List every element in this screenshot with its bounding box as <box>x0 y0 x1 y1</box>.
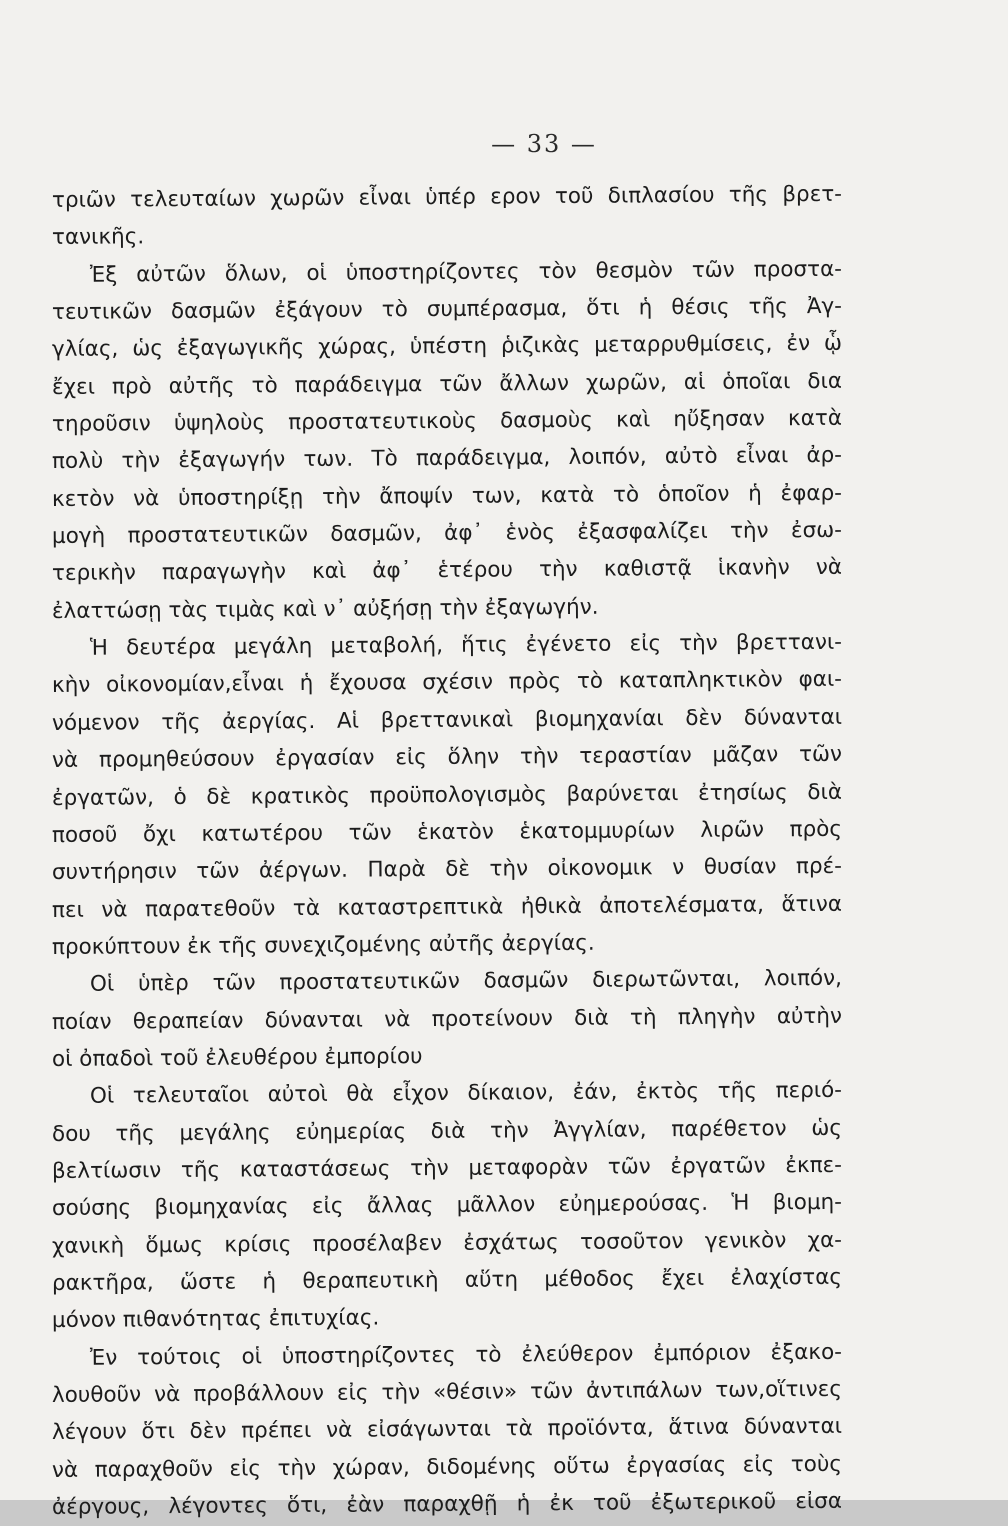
text-line: μογὴ προστατευτικῶν δασμῶν, ἀφ᾽ ἑνὸς ἐξασφαλίζει τὴν ἐσω- <box>51 517 843 550</box>
text-line: κὴν οἰκονομίαν,εἶναι ἡ ἔχουσα σχέσιν πρὸς τὸ καταπληκτικὸν φαι- <box>51 667 843 699</box>
page-number: — 33 — <box>491 130 597 158</box>
text-line: πει νὰ παρατεθοῦν τὰ καταστρεπτικὰ ἠθικὰ ἀποτελέσματα, ἅτινα <box>51 891 843 923</box>
text-line: ἐλαττώσῃ τὰς τιμὰς καὶ ν᾽ αὐξήσῃ τὴν ἐξαγωγήν. <box>51 594 599 624</box>
text-line: λέγουν ὅτι δὲν πρέπει νὰ εἰσάγωνται τὰ προϊόντα, ἅτινα δύνανται <box>51 1414 843 1446</box>
text-line: ἐργατῶν, ὁ δὲ κρατικὸς προϋπολογισμὸς βαρύνεται ἐτησίως διὰ <box>51 779 843 811</box>
text-line: λουθοῦν νὰ προβάλλουν εἰς τὴν «θέσιν» τῶν ἀντιπάλων των,οἵτινες <box>51 1376 843 1408</box>
text-line: ρακτῆρα, ὥστε ἡ θεραπευτικὴ αὕτη μέθοδος ἔχει ἐλαχίστας <box>51 1264 843 1296</box>
text-line: τερικὴν παραγωγὴν καὶ ἀφ᾽ ἑτέρου τὴν καθιστᾷ ἱκανὴν νὰ <box>51 555 843 587</box>
text-line: ἀέργους, λέγοντες ὅτι, ἐὰν παραχθῇ ἡ ἐκ τοῦ ἐξωτερικοῦ εἰσα <box>51 1488 843 1521</box>
text-line: πολὺ τὴν ἐξαγωγήν των. Τὸ παράδειγμα, λοιπόν, αὐτὸ εἶναι ἀρ- <box>51 443 843 475</box>
text-line: δου τῆς μεγάλης εὐημερίας διὰ τὴν Ἀγγλίαν, παρέθετον ὡς <box>51 1115 843 1147</box>
text-line: Ἐν τούτοις οἱ ὑποστηρίζοντες τὸ ἐλεύθερον ἐμπόριον ἐξακο- <box>89 1339 843 1371</box>
text-line: νόμενον τῆς ἀεργίας. Αἱ βρεττανικαὶ βιομηχανίαι δὲν δύνανται <box>51 704 843 736</box>
text-line: Ἐξ αὐτῶν ὅλων, οἱ ὑποστηρίζοντες τὸν θεσμὸν τῶν προστα- <box>89 256 843 288</box>
text-line: κετὸν νὰ ὑποστηρίξῃ τὴν ἄποψίν των, κατὰ τὸ ὁποῖον ἡ ἐφαρ- <box>51 480 843 512</box>
text-line: Οἱ τελευταῖοι αὐτοὶ θὰ εἶχον δίκαιον, ἐάν, ἐκτὸς τῆς περιό- <box>89 1078 843 1109</box>
text-line: τριῶν τελευταίων χωρῶν εἶναι ὑπέρ ερον τοῦ διπλασίου τῆς βρετ- <box>51 181 843 213</box>
text-line: σούσης βιομηχανίας εἰς ἄλλας μᾶλλον εὐημερούσας. Ἡ βιομη- <box>51 1190 843 1222</box>
text-line: νὰ προμηθεύσουν ἐργασίαν εἰς ὅλην τὴν τεραστίαν μᾶζαν τῶν <box>51 741 843 774</box>
text-line: ποσοῦ ὄχι κατωτέρου τῶν ἑκατὸν ἑκατομμυρίων λιρῶν πρὸς <box>51 816 843 848</box>
text-line: γλίας, ὡς ἐξαγωγικῆς χώρας, ὑπέστη ῥιζικὰς μεταρρυθμίσεις, ἐν ᾧ <box>51 331 843 363</box>
text-line: Ἡ δευτέρα μεγάλη μεταβολή, ἥτις ἐγένετο εἰς τὴν βρεττανι- <box>89 629 843 661</box>
text-line: προκύπτουν ἐκ τῆς συνεχιζομένης αὐτῆς ἀεργίας. <box>51 930 595 960</box>
text-line: βελτίωσιν τῆς καταστάσεως τὴν μεταφορὰν τῶν ἐργατῶν ἐκπε- <box>51 1152 843 1184</box>
text-line: μόνον πιθανότητας ἐπιτυχίας. <box>51 1305 380 1334</box>
text-line: ποίαν θεραπείαν δύνανται νὰ προτείνουν διὰ τὴ πληγὴν αὐτὴν <box>51 1003 843 1035</box>
text-line: ἔχει πρὸ αὐτῆς τὸ παράδειγμα τῶν ἄλλων χωρῶν, αἱ ὁποῖαι δια <box>51 368 843 400</box>
text-line: οἱ ὀπαδοὶ τοῦ ἐλευθέρου ἐμπορίου <box>51 1043 423 1072</box>
text-line: νὰ παραχθοῦν εἰς τὴν χώραν, διδομένης οὕτω ἐργασίας εἰς τοὺς <box>51 1451 843 1483</box>
text-line: τανικῆς. <box>51 224 145 251</box>
text-line: συντήρησιν τῶν ἀέργων. Παρὰ δὲ τὴν οἰκονομικ ν θυσίαν πρέ- <box>51 853 843 886</box>
text-line: τευτικῶν δασμῶν ἐξάγουν τὸ συμπέρασμα, ὅτι ἡ θέσις τῆς Ἀγ- <box>51 293 843 326</box>
text-line: χανικὴ ὅμως κρίσις προσέλαβεν ἐσχάτως τοσοῦτον γενικὸν χα- <box>51 1227 843 1259</box>
body-text <box>52 182 842 1526</box>
text-line: τηροῦσιν ὑψηλοὺς προστατευτικοὺς δασμοὺς καὶ ηὔξησαν κατὰ <box>51 405 843 438</box>
text-line: Οἱ ὑπὲρ τῶν προστατευτικῶν δασμῶν διερωτῶνται, λοιπόν, <box>89 966 843 997</box>
